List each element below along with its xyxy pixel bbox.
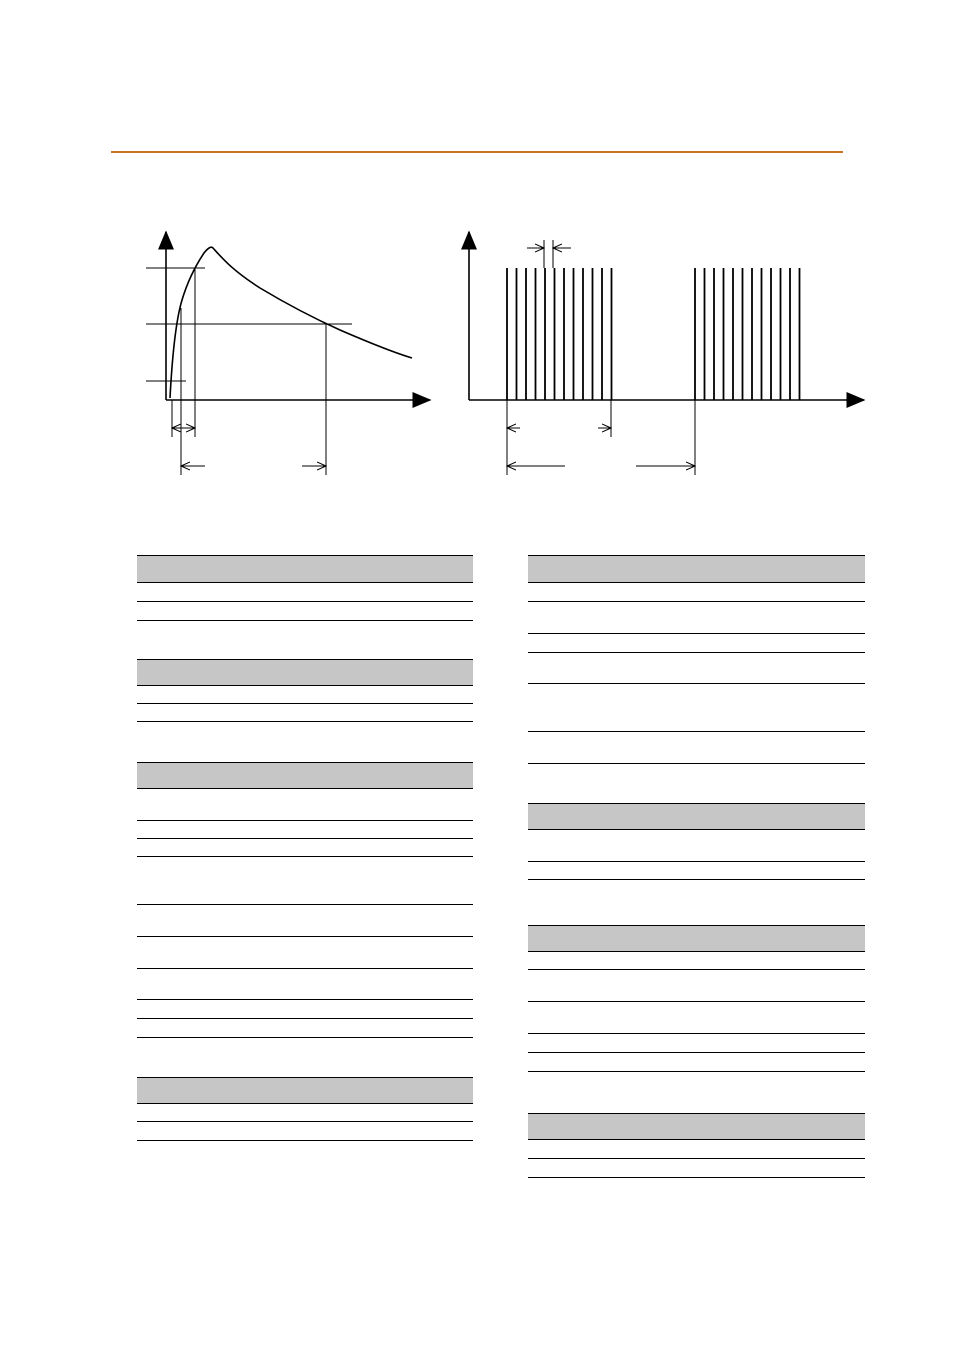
table-header <box>528 555 865 583</box>
table-row <box>528 1159 865 1178</box>
table-row <box>137 583 473 602</box>
table-row <box>528 732 865 764</box>
table-row <box>528 653 865 684</box>
table-row <box>528 634 865 653</box>
table-header <box>528 925 865 952</box>
table-row <box>137 1019 473 1038</box>
table-header <box>528 1113 865 1140</box>
table-row <box>528 1053 865 1072</box>
table-row <box>528 830 865 862</box>
right-table-3 <box>528 925 865 1072</box>
table-row <box>137 905 473 937</box>
table-row <box>137 602 473 621</box>
table-header <box>137 555 473 583</box>
right-table-1 <box>528 555 865 764</box>
table-row <box>137 1104 473 1122</box>
table-row <box>137 1122 473 1141</box>
table-row <box>137 937 473 969</box>
table-row <box>528 684 865 732</box>
pulse-burst-2 <box>695 268 800 400</box>
table-row <box>137 704 473 722</box>
table-header <box>137 659 473 686</box>
table-row <box>137 857 473 905</box>
right-table-4 <box>528 1113 865 1178</box>
table-row <box>137 789 473 821</box>
table-row <box>528 1034 865 1053</box>
table-row <box>528 602 865 634</box>
table-row <box>528 952 865 970</box>
table-header <box>137 1077 473 1104</box>
left-table-3 <box>137 762 473 1038</box>
table-row <box>528 1002 865 1034</box>
table-row <box>528 1140 865 1159</box>
table-row <box>528 583 865 602</box>
table-row <box>137 839 473 857</box>
table-row <box>137 969 473 1000</box>
right-table-2 <box>528 803 865 880</box>
table-header <box>528 803 865 830</box>
table-row <box>528 862 865 880</box>
table-row <box>528 970 865 1002</box>
table-row <box>137 1000 473 1019</box>
right-axes <box>469 232 864 400</box>
left-table-4 <box>137 1077 473 1141</box>
table-row <box>137 686 473 704</box>
pulse-burst-1 <box>507 268 612 400</box>
table-header <box>137 762 473 789</box>
left-table-2 <box>137 659 473 722</box>
table-row <box>137 821 473 839</box>
left-table-1 <box>137 555 473 621</box>
